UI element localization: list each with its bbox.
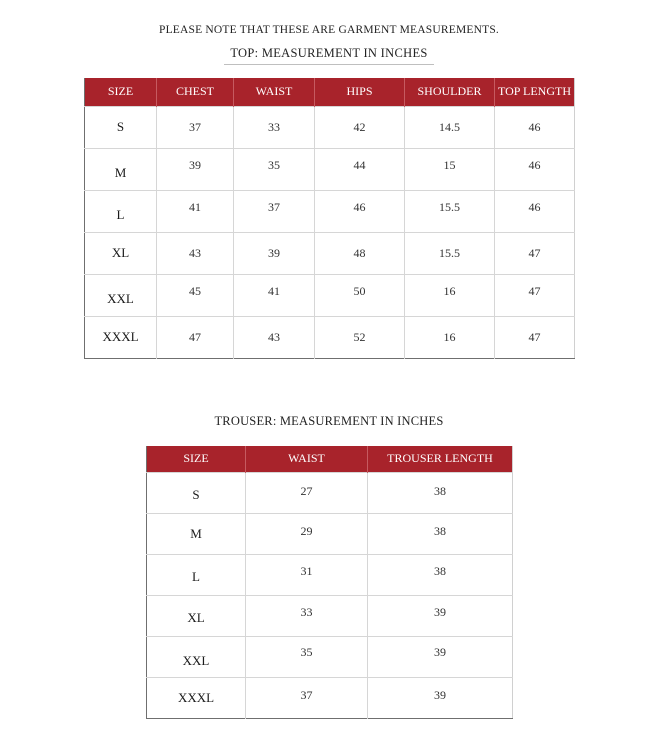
trouser-value-s-size: S [192, 486, 200, 502]
top-cell-xl-waist [234, 232, 315, 274]
trouser-value-l-size: L [192, 568, 200, 584]
top-value-xl-hips: 48 [353, 245, 366, 260]
trouser-value-m-size: M [190, 525, 202, 541]
trouser-cell-xxl-trouser-length [368, 636, 513, 677]
top-table-body [85, 106, 575, 358]
top-cell-m-shoulder [405, 148, 495, 190]
top-cell-l-chest [157, 190, 234, 232]
top-chart-title-wrap [0, 46, 658, 65]
top-header-hips: HIPS [315, 78, 405, 106]
top-value-xxxl-hips: 52 [353, 329, 366, 344]
top-value-xxl-waist: 41 [268, 283, 280, 298]
top-cell-xxxl-shoulder [405, 316, 495, 358]
top-value-m-top-length: 46 [528, 157, 541, 172]
top-value-xxl-top-length: 47 [528, 283, 541, 298]
top-value-l-shoulder: 15.5 [439, 199, 460, 214]
top-value-s-shoulder: 14.5 [439, 119, 460, 134]
trouser-size-table [146, 446, 513, 719]
top-chart-title: TOP: MEASUREMENT IN INCHES [224, 46, 433, 65]
top-value-xxxl-waist: 43 [268, 329, 280, 344]
trouser-value-xxxl-waist: 37 [300, 688, 313, 702]
top-value-s-chest: 37 [189, 119, 201, 134]
trouser-table-header-row [147, 446, 513, 472]
trouser-cell-s-trouser-length [368, 472, 513, 513]
trouser-cell-xl-trouser-length [368, 595, 513, 636]
trouser-cell-s-waist [246, 472, 368, 513]
top-cell-m-hips [315, 148, 405, 190]
top-cell-s-waist [234, 106, 315, 148]
trouser-cell-l-size [147, 554, 246, 595]
garment-measurement-note: PLEASE NOTE THAT THESE ARE GARMENT MEASUREMENTS. [158, 24, 500, 36]
top-row-m [85, 148, 575, 190]
top-value-xxl-size: XXL [107, 291, 134, 306]
trouser-header-trouser-length: TROUSER LENGTH [368, 446, 513, 472]
top-header-size: SIZE [85, 78, 157, 106]
top-cell-l-size [85, 190, 157, 232]
trouser-cell-m-trouser-length [368, 513, 513, 554]
top-header-waist: WAIST [234, 78, 315, 106]
top-value-xxxl-size: XXXL [102, 329, 139, 344]
top-table-header [85, 78, 575, 106]
trouser-row-m [147, 513, 513, 554]
top-cell-xxxl-chest [157, 316, 234, 358]
trouser-row-l [147, 554, 513, 595]
top-value-xl-size: XL [111, 245, 130, 260]
top-value-s-top-length: 46 [528, 119, 541, 134]
top-value-s-size: S [116, 119, 125, 134]
top-cell-l-top-length [495, 190, 575, 232]
top-value-l-waist: 37 [268, 199, 280, 214]
top-value-xl-top-length: 47 [528, 245, 541, 260]
trouser-cell-l-trouser-length [368, 554, 513, 595]
top-cell-xxl-top-length [495, 274, 575, 316]
top-row-xxl [85, 274, 575, 316]
top-cell-l-shoulder [405, 190, 495, 232]
top-value-xl-shoulder: 15.5 [439, 245, 460, 260]
top-header-chest: CHEST [157, 78, 234, 106]
top-cell-s-shoulder [405, 106, 495, 148]
trouser-row-xxl [147, 636, 513, 677]
top-value-xxxl-shoulder: 16 [443, 329, 456, 344]
top-cell-m-waist [234, 148, 315, 190]
trouser-value-xxl-waist: 35 [300, 645, 313, 659]
top-value-m-size: M [114, 165, 127, 180]
top-row-xxxl [85, 316, 575, 358]
trouser-table-header [147, 446, 513, 472]
top-cell-s-size [85, 106, 157, 148]
top-row-xl [85, 232, 575, 274]
top-cell-xxl-chest [157, 274, 234, 316]
top-value-xxxl-top-length: 47 [528, 329, 541, 344]
top-row-l [85, 190, 575, 232]
top-size-table [84, 78, 575, 359]
top-cell-m-chest [157, 148, 234, 190]
top-row-s [85, 106, 575, 148]
trouser-value-xxxl-size: XXXL [177, 689, 215, 705]
top-value-s-waist: 33 [268, 119, 280, 134]
top-value-m-shoulder: 15 [443, 157, 456, 172]
top-value-xxl-hips: 50 [353, 283, 366, 298]
trouser-cell-xxl-waist [246, 636, 368, 677]
top-cell-xxxl-size [85, 316, 157, 358]
top-value-xxl-chest: 45 [189, 283, 201, 298]
top-header-shoulder: SHOULDER [405, 78, 495, 106]
top-value-m-chest: 39 [189, 157, 201, 172]
top-table-header-row [85, 78, 575, 106]
top-cell-xxxl-waist [234, 316, 315, 358]
trouser-cell-xl-size [147, 595, 246, 636]
top-value-l-chest: 41 [189, 199, 201, 214]
top-cell-xxl-size [85, 274, 157, 316]
trouser-cell-xxxl-size [147, 677, 246, 718]
top-value-l-top-length: 46 [528, 199, 541, 214]
trouser-row-s [147, 472, 513, 513]
top-cell-s-top-length [495, 106, 575, 148]
trouser-value-xxxl-trouser-length: 39 [434, 688, 446, 702]
top-cell-s-hips [315, 106, 405, 148]
top-cell-xl-size [85, 232, 157, 274]
top-value-l-hips: 46 [353, 199, 366, 214]
trouser-header-waist: WAIST [246, 446, 368, 472]
top-cell-xl-shoulder [405, 232, 495, 274]
trouser-cell-xxl-size [147, 636, 246, 677]
top-value-m-hips: 44 [353, 157, 366, 172]
trouser-value-xl-waist: 33 [300, 605, 313, 619]
top-cell-xxxl-top-length [495, 316, 575, 358]
top-value-xxxl-chest: 47 [189, 329, 201, 344]
top-value-s-hips: 42 [353, 119, 366, 134]
trouser-cell-m-size [147, 513, 246, 554]
trouser-value-s-trouser-length: 38 [434, 484, 446, 498]
top-cell-m-top-length [495, 148, 575, 190]
top-cell-m-size [85, 148, 157, 190]
trouser-cell-m-waist [246, 513, 368, 554]
top-value-xxl-shoulder: 16 [443, 283, 456, 298]
trouser-value-xl-size: XL [187, 609, 205, 625]
top-value-xl-chest: 43 [189, 245, 201, 260]
trouser-value-m-trouser-length: 38 [434, 524, 446, 538]
trouser-header-size: SIZE [147, 446, 246, 472]
trouser-value-xxl-trouser-length: 39 [434, 645, 446, 659]
trouser-row-xxxl [147, 677, 513, 718]
trouser-cell-l-waist [246, 554, 368, 595]
trouser-cell-xl-waist [246, 595, 368, 636]
trouser-value-s-waist: 27 [300, 484, 313, 498]
top-header-top-length: TOP LENGTH [495, 78, 575, 106]
top-cell-xxl-hips [315, 274, 405, 316]
trouser-cell-s-size [147, 472, 246, 513]
top-cell-s-chest [157, 106, 234, 148]
trouser-value-xxl-size: XXL [182, 652, 210, 668]
trouser-value-l-waist: 31 [300, 564, 313, 578]
top-value-m-waist: 35 [268, 157, 280, 172]
top-cell-xl-chest [157, 232, 234, 274]
top-cell-l-hips [315, 190, 405, 232]
trouser-chart-title: TROUSER: MEASUREMENT IN INCHES [214, 414, 444, 428]
top-cell-xxl-shoulder [405, 274, 495, 316]
trouser-cell-xxxl-trouser-length [368, 677, 513, 718]
trouser-value-xl-trouser-length: 39 [434, 605, 446, 619]
top-cell-xl-hips [315, 232, 405, 274]
trouser-row-xl [147, 595, 513, 636]
top-value-l-size: L [116, 207, 125, 222]
trouser-value-l-trouser-length: 38 [434, 564, 446, 578]
top-cell-xxxl-hips [315, 316, 405, 358]
trouser-cell-xxxl-waist [246, 677, 368, 718]
top-cell-xxl-waist [234, 274, 315, 316]
top-cell-l-waist [234, 190, 315, 232]
top-cell-xl-top-length [495, 232, 575, 274]
trouser-value-m-waist: 29 [300, 524, 313, 538]
trouser-table-body [147, 472, 513, 718]
top-value-xl-waist: 39 [268, 245, 280, 260]
